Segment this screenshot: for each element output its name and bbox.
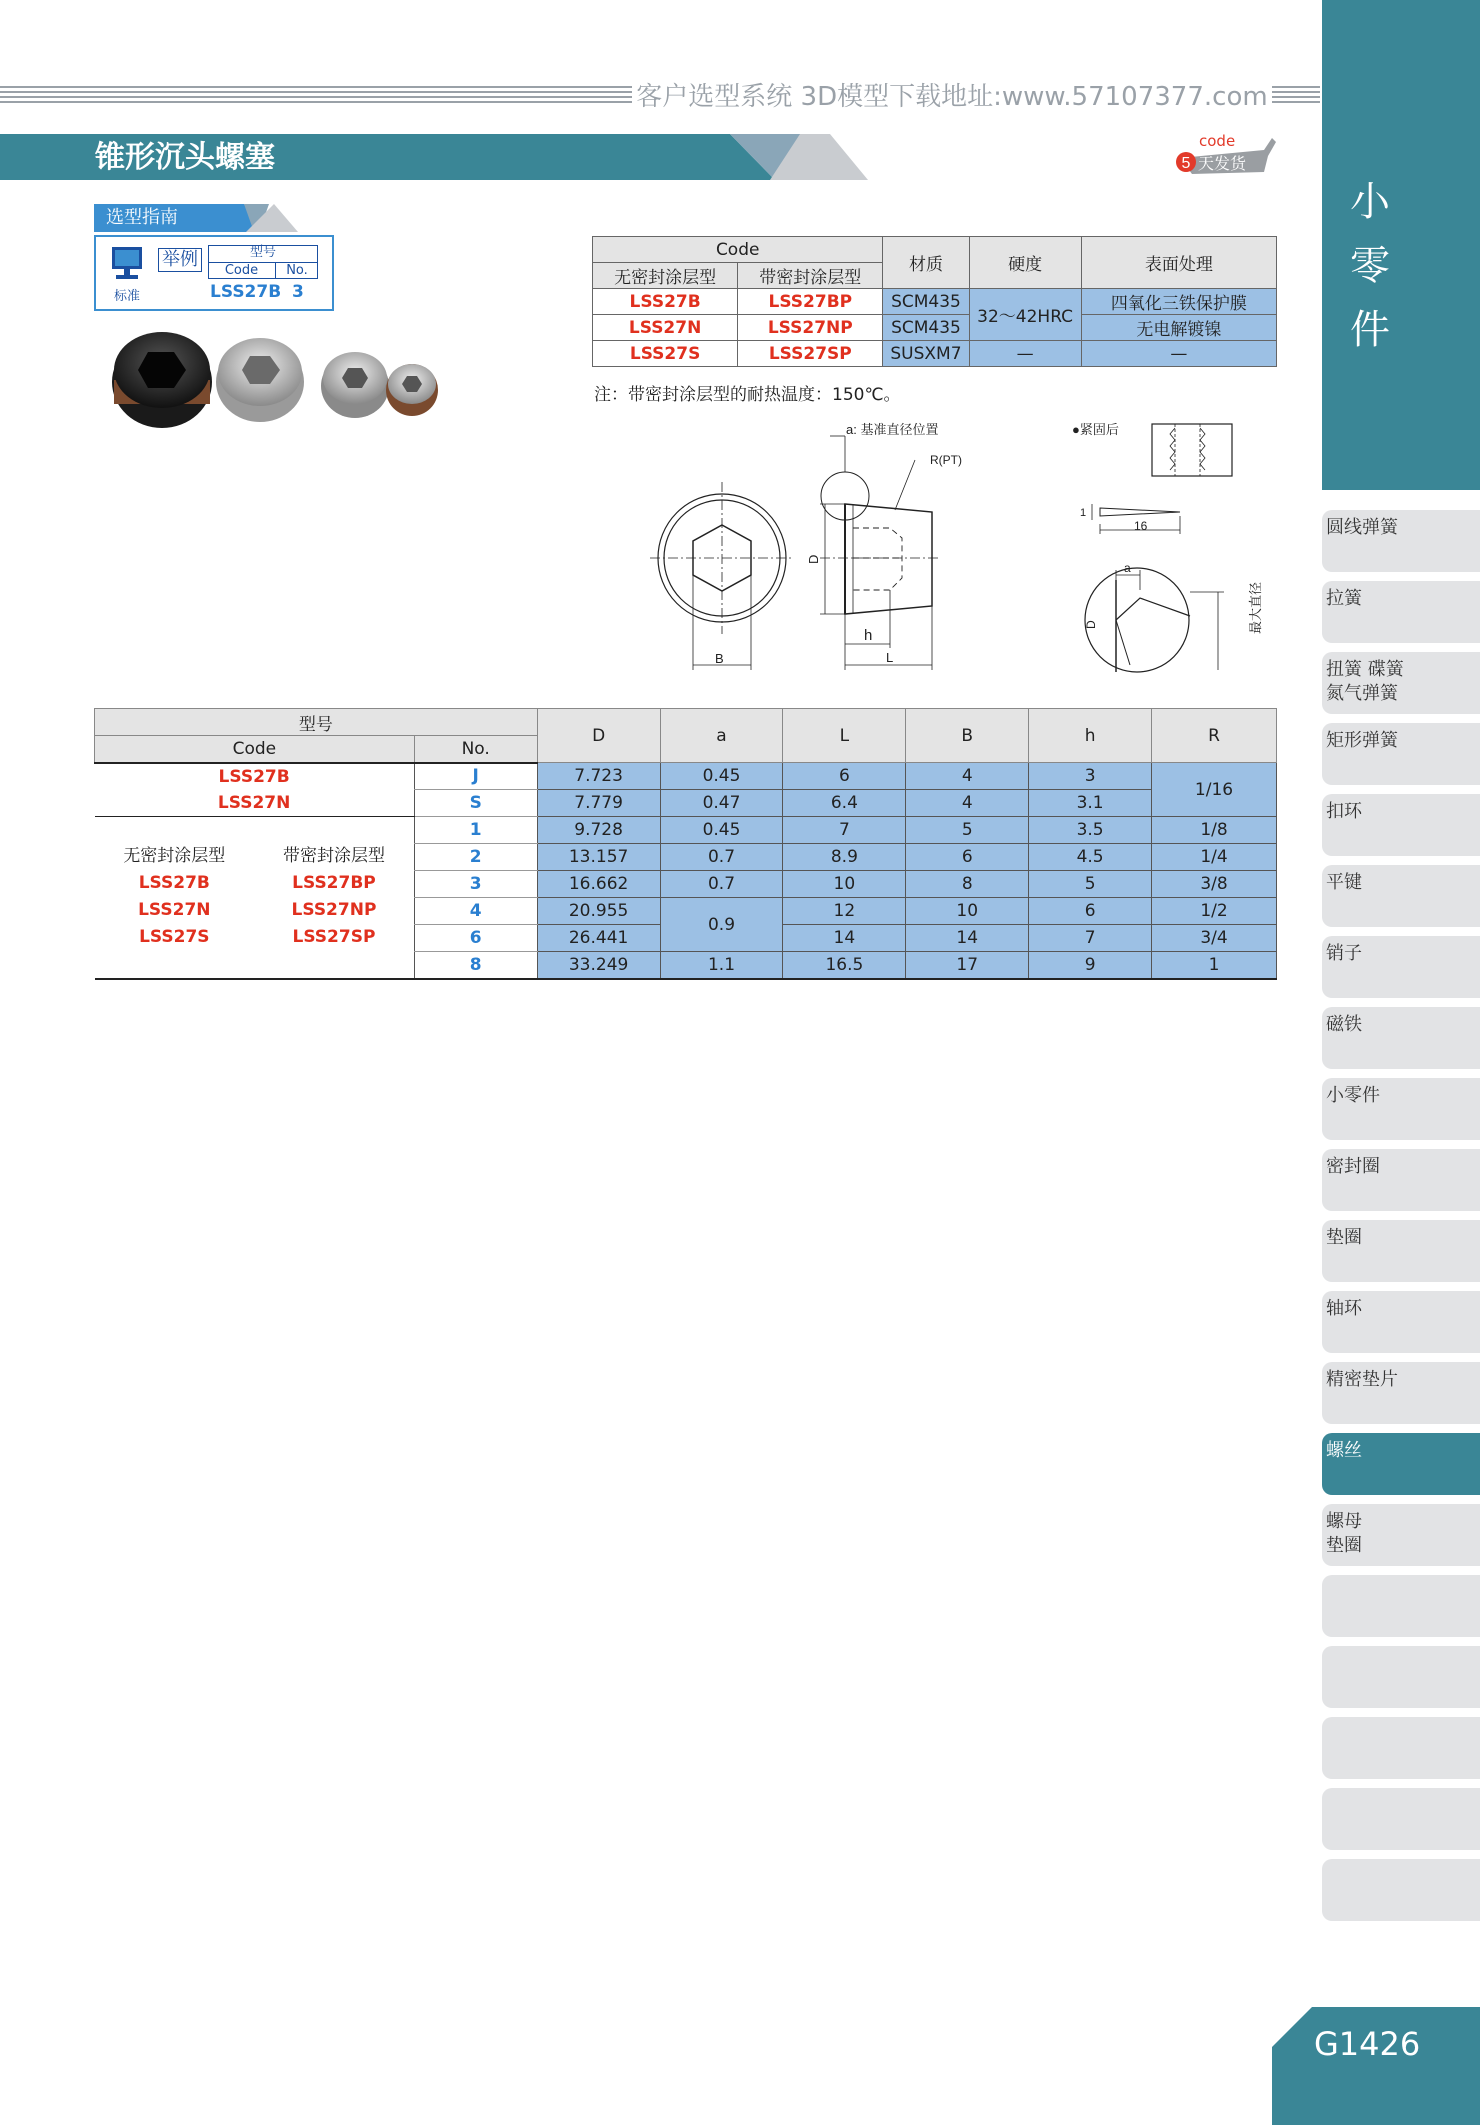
sidebar-item[interactable]: 扭簧 碟簧 氮气弹簧: [1322, 652, 1480, 714]
value-cell: 1/8: [1152, 817, 1277, 844]
value-cell: 1/4: [1152, 844, 1277, 871]
group2-code: LSS27S: [139, 927, 210, 948]
no-cell: S: [414, 790, 537, 817]
value-cell: 10: [783, 871, 906, 898]
badge-days: 5: [1181, 155, 1191, 172]
sidebar-item[interactable]: 扣环: [1322, 794, 1480, 856]
material-note: 注：带密封涂层型的耐热温度：150℃。: [594, 385, 901, 405]
drawing-label-d: D: [806, 554, 821, 564]
value-cell: 1.1: [660, 952, 783, 979]
header-no: No.: [414, 736, 537, 763]
value-cell: 7.723: [537, 763, 660, 790]
group2-code: LSS27BP: [292, 873, 376, 894]
example-model-header: 型号: [249, 245, 276, 260]
sidebar-item[interactable]: 螺丝: [1322, 1433, 1480, 1495]
value-cell: 1/16: [1152, 763, 1277, 817]
badge-code: code: [1199, 132, 1236, 150]
group2-seal-label: 带密封涂层型: [282, 846, 385, 867]
sidebar-item[interactable]: 密封圈: [1322, 1149, 1480, 1211]
value-cell: 6: [906, 844, 1029, 871]
header-l: L: [783, 709, 906, 763]
sidebar-item[interactable]: [1322, 1646, 1480, 1708]
drawing-label-r: R(PT): [930, 453, 962, 467]
example-label: 举例: [158, 248, 202, 272]
badge-text: 天发货: [1198, 154, 1247, 173]
header-b: B: [906, 709, 1029, 763]
value-cell: 17: [906, 952, 1029, 979]
value-cell: 16.662: [537, 871, 660, 898]
value-cell: 0.47: [660, 790, 783, 817]
group2-code: LSS27N: [138, 900, 211, 921]
drawing-label-a2: a: [1124, 561, 1131, 575]
sidebar-title: [1320, 170, 1420, 362]
computer-icon: [110, 245, 150, 283]
example-no-header: No.: [276, 262, 318, 279]
mat-header-no-seal: 无密封涂层型: [593, 263, 738, 289]
mat-cell: LSS27SP: [738, 341, 883, 367]
value-cell: 13.157: [537, 844, 660, 871]
header-a: a: [660, 709, 783, 763]
sidebar-item[interactable]: 垫圈: [1322, 1220, 1480, 1282]
sidebar-title-char: 零: [1350, 243, 1390, 289]
group2-no-seal-label: 无密封涂层型: [123, 846, 226, 867]
value-cell: 33.249: [537, 952, 660, 979]
sidebar-item[interactable]: [1322, 1575, 1480, 1637]
header-r: R: [1152, 709, 1277, 763]
mat-cell: LSS27NP: [738, 315, 883, 341]
sidebar-item[interactable]: 螺母 垫圈: [1322, 1504, 1480, 1566]
value-cell: 9.728: [537, 817, 660, 844]
drawing-label-l: L: [886, 650, 894, 665]
drawing-label-max: 最大直径: [1248, 581, 1263, 634]
header-url-text: 客户选型系统 3D模型下载地址:www.57107377.com: [632, 83, 1272, 111]
mat-cell: SUSXM7: [883, 341, 969, 367]
value-cell: 0.45: [660, 763, 783, 790]
page-number: G1426: [1314, 2025, 1421, 2063]
mat-cell: LSS27BP: [738, 289, 883, 315]
mat-cell: SCM435: [883, 289, 969, 315]
group2-code: LSS27B: [138, 873, 210, 894]
drawing-label-16: 16: [1134, 519, 1148, 533]
value-cell: 8: [906, 871, 1029, 898]
value-cell: 6: [783, 763, 906, 790]
sidebar-item[interactable]: 精密垫片: [1322, 1362, 1480, 1424]
group1-code: LSS27B: [95, 763, 415, 790]
value-cell: 5: [1029, 871, 1152, 898]
group2-code: LSS27SP: [292, 927, 376, 948]
mat-cell: 无电解镀镍: [1081, 315, 1276, 341]
no-cell: 4: [414, 898, 537, 925]
value-cell: 3.5: [1029, 817, 1152, 844]
value-cell: 0.9: [660, 898, 783, 952]
value-cell: 1/2: [1152, 898, 1277, 925]
drawing-label-b: B: [715, 651, 724, 666]
sidebar-item[interactable]: 圆线弹簧: [1322, 510, 1480, 572]
value-cell: 0.7: [660, 844, 783, 871]
value-cell: 4: [906, 763, 1029, 790]
sidebar-item[interactable]: 磁铁: [1322, 1007, 1480, 1069]
no-cell: J: [414, 763, 537, 790]
drawing-label-1: 1: [1080, 507, 1087, 519]
mat-cell: LSS27B: [593, 289, 738, 315]
no-cell: 8: [414, 952, 537, 979]
value-cell: 26.441: [537, 925, 660, 952]
mat-header-surface: 表面处理: [1081, 237, 1276, 289]
value-cell: 12: [783, 898, 906, 925]
sidebar-item[interactable]: 矩形弹簧: [1322, 723, 1480, 785]
group1-code: LSS27N: [95, 790, 415, 817]
no-cell: 1: [414, 817, 537, 844]
sidebar-title-char: 小: [1350, 179, 1390, 225]
sidebar-item[interactable]: 销子: [1322, 936, 1480, 998]
header-model: 型号: [95, 709, 538, 736]
dimension-table: [94, 708, 1277, 980]
value-cell: 3/4: [1152, 925, 1277, 952]
drawing-label-h: h: [864, 627, 873, 644]
value-cell: 14: [783, 925, 906, 952]
value-cell: 0.45: [660, 817, 783, 844]
group2-codes: [95, 817, 415, 979]
value-cell: 8.9: [783, 844, 906, 871]
value-cell: 6: [1029, 898, 1152, 925]
no-cell: 2: [414, 844, 537, 871]
page-title: 锥形沉头螺塞: [95, 140, 275, 175]
mat-cell: LSS27N: [593, 315, 738, 341]
sidebar-item[interactable]: 小零件: [1322, 1078, 1480, 1140]
mat-header-material: 材质: [883, 237, 969, 289]
group2-code: LSS27NP: [291, 900, 377, 921]
value-cell: 3/8: [1152, 871, 1277, 898]
value-cell: 3.1: [1029, 790, 1152, 817]
value-cell: 16.5: [783, 952, 906, 979]
mat-cell: LSS27S: [593, 341, 738, 367]
sidebar-item[interactable]: 拉簧: [1322, 581, 1480, 643]
example-no: 3: [292, 282, 304, 302]
example-code-header: Code: [208, 262, 276, 279]
drawing-label-a: a: 基准直径位置: [846, 422, 939, 437]
value-cell: 20.955: [537, 898, 660, 925]
sidebar-item[interactable]: 轴环: [1322, 1291, 1480, 1353]
value-cell: 7: [783, 817, 906, 844]
sidebar-item[interactable]: [1322, 1788, 1480, 1850]
value-cell: 10: [906, 898, 1029, 925]
mat-header-hardness: 硬度: [969, 237, 1081, 289]
value-cell: 4.5: [1029, 844, 1152, 871]
value-cell: 0.7: [660, 871, 783, 898]
value-cell: 4: [906, 790, 1029, 817]
guide-label: 选型指南: [106, 207, 178, 228]
mat-header-seal: 带密封涂层型: [738, 263, 883, 289]
mat-cell: 32～42HRC: [969, 289, 1081, 341]
value-cell: 6.4: [783, 790, 906, 817]
technical-drawing: [640, 420, 1280, 680]
mat-cell: 四氧化三铁保护膜: [1081, 289, 1276, 315]
header-code: Code: [95, 736, 415, 763]
header-d: D: [537, 709, 660, 763]
mat-cell: SCM435: [883, 315, 969, 341]
drawing-label-after: ●紧固后: [1072, 422, 1119, 437]
value-cell: 7.779: [537, 790, 660, 817]
mat-cell: —: [1081, 341, 1276, 367]
value-cell: 1: [1152, 952, 1277, 979]
example-code: LSS27B: [210, 282, 282, 302]
value-cell: 3: [1029, 763, 1152, 790]
mat-cell: —: [969, 341, 1081, 367]
example-standard: 标准: [114, 289, 141, 304]
mat-header-code: Code: [593, 237, 883, 263]
sidebar-item[interactable]: [1322, 1717, 1480, 1779]
header-h: h: [1029, 709, 1152, 763]
no-cell: 6: [414, 925, 537, 952]
value-cell: 14: [906, 925, 1029, 952]
no-cell: 3: [414, 871, 537, 898]
drawing-label-d2: D: [1084, 620, 1098, 629]
value-cell: 9: [1029, 952, 1152, 979]
sidebar-title-char: 件: [1350, 307, 1390, 353]
value-cell: 5: [906, 817, 1029, 844]
sidebar-item[interactable]: 平键: [1322, 865, 1480, 927]
material-table: [592, 236, 1277, 367]
value-cell: 7: [1029, 925, 1152, 952]
sidebar-item[interactable]: [1322, 1859, 1480, 1921]
product-photo: [110, 330, 450, 430]
